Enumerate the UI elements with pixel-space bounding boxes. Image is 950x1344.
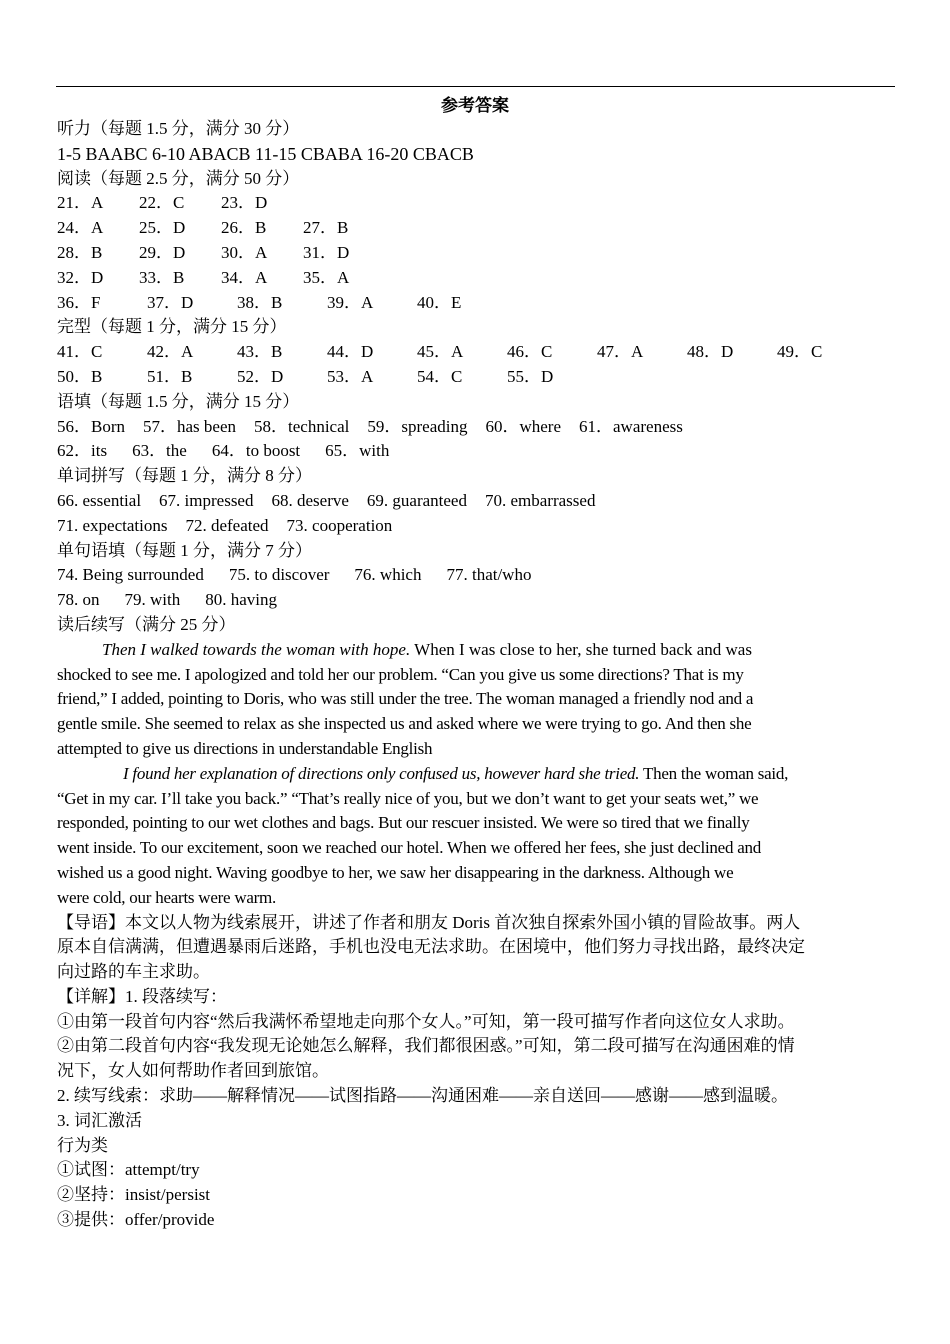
answer-item: 52．D xyxy=(237,366,284,386)
detail-line: 行为类 xyxy=(57,1135,108,1155)
para1-first-sentence: Then I walked towards the woman with hope. xyxy=(102,639,411,659)
essay-line: were cold, our hearts were warm. xyxy=(57,887,277,907)
answer-item: 25．D xyxy=(139,218,186,238)
answer-item: 64．to boost xyxy=(211,441,301,461)
essay-line: wished us a good night. Waving goodbye to her, we saw her disappearing in the darkness. Although we xyxy=(57,862,734,882)
answer-item: 72. defeated xyxy=(185,515,269,535)
answer-item: 50．B xyxy=(57,366,103,386)
guide-line: 向过路的车主求助。 xyxy=(57,962,210,982)
answer-item: 43．B xyxy=(237,342,283,362)
answer-item: 31．D xyxy=(303,242,350,262)
listening-header: 听力（每题 1.5 分，满分 30 分） xyxy=(57,119,300,138)
answer-item: 22．C xyxy=(139,193,185,213)
spelling-row xyxy=(57,489,897,514)
answer-item: 58．technical xyxy=(254,416,350,436)
reading-row xyxy=(57,216,897,241)
spelling-row xyxy=(57,514,897,539)
cloze-row xyxy=(57,365,897,390)
reading-row xyxy=(57,241,897,266)
detail-line: ②由第二段首句内容“我发现无论她怎么解释，我们都很困惑。”可知，第二段可描写在沟通困难的情 xyxy=(57,1036,795,1056)
answer-item: 49．C xyxy=(777,342,823,362)
listening-answers: 1-5 BAABC 6-10 ABACB 11-15 CBABA 16-20 CBACB xyxy=(57,143,474,164)
answer-item: 56．Born xyxy=(57,416,125,436)
answer-item: 28．B xyxy=(57,242,103,262)
detail-line: 况下，女人如何帮助作者回到旅馆。 xyxy=(57,1061,329,1081)
essay-line: friend,” I added, pointing to Doris, who was still under the tree. The woman managed a friendly nod and a xyxy=(57,689,754,709)
vocab-item: ②坚持：insist/persist xyxy=(57,1185,211,1205)
answer-item: 59．spreading xyxy=(367,416,468,436)
answer-item: 54．C xyxy=(417,366,463,386)
answer-item: 38．B xyxy=(237,292,283,312)
continuation-header: 读后续写（满分 25 分） xyxy=(57,614,236,634)
answer-item: 21．A xyxy=(57,193,104,213)
essay-line: “Get in my car. I’ll take you back.” “That’s really nice of you, but we don’t want to get your seats wet,” we xyxy=(57,788,759,808)
essay-line: went inside. To our excitement, soon we reached our hotel. When we offered her fees, she just declined and xyxy=(57,838,762,858)
para2-first-sentence: I found her explanation of directions only confused us, however hard she tried. xyxy=(123,763,640,783)
answer-item: 36．F xyxy=(57,292,101,312)
answer-item: 71. expectations xyxy=(57,515,168,535)
answer-item: 60．where xyxy=(485,416,561,436)
vocab-item: ③提供：offer/provide xyxy=(57,1210,215,1230)
grammar-header: 语填（每题 1.5 分，满分 15 分） xyxy=(57,391,300,411)
answer-content xyxy=(57,117,897,1233)
answer-item: 69. guaranteed xyxy=(366,490,467,510)
answer-item: 79. with xyxy=(124,590,181,610)
answer-item: 80. having xyxy=(205,590,278,610)
essay-text: When I was close to her, she turned back and was xyxy=(410,639,752,659)
answer-item: 44．D xyxy=(327,342,374,362)
essay-line: shocked to see me. I apologized and told her our problem. “Can you give us some directions? That is my xyxy=(57,664,744,684)
answer-item: 32．D xyxy=(57,267,104,287)
answer-item: 61．awareness xyxy=(579,416,683,436)
answer-item: 37．D xyxy=(147,292,194,312)
answer-item: 40．E xyxy=(417,292,462,312)
essay-line: attempted to give us directions in understandable English xyxy=(57,738,433,758)
sentence-header: 单句语填（每题 1 分，满分 7 分） xyxy=(57,540,312,560)
guide-line: 【导语】本文以人物为线索展开，讲述了作者和朋友 Doris 首次独自探索外国小镇的冒险故事。两人 xyxy=(57,912,801,932)
essay-line xyxy=(57,638,897,663)
essay-line xyxy=(57,762,897,787)
grammar-row xyxy=(57,439,897,464)
answer-item: 51．B xyxy=(147,366,193,386)
answer-item: 23．D xyxy=(221,193,268,213)
answer-item: 39．A xyxy=(327,292,374,312)
answer-item: 76. which xyxy=(354,565,422,585)
detail-line: 3. 词汇激活 xyxy=(57,1110,142,1130)
sentence-row xyxy=(57,588,897,613)
answer-item: 41．C xyxy=(57,342,103,362)
answer-item: 75. to discover xyxy=(228,565,330,585)
answer-item: 57．has been xyxy=(143,416,237,436)
answer-item: 26．B xyxy=(221,218,267,238)
answer-item: 33．B xyxy=(139,267,185,287)
reading-header: 阅读（每题 2.5 分，满分 50 分） xyxy=(57,168,300,188)
answer-item: 47．A xyxy=(597,342,644,362)
answer-item: 55．D xyxy=(507,366,554,386)
answer-item: 78. on xyxy=(57,590,100,610)
essay-line: gentle smile. She seemed to relax as she inspected us and asked where we were trying to go. And then she xyxy=(57,714,752,734)
answer-item: 48．D xyxy=(687,342,734,362)
sentence-row xyxy=(57,563,897,588)
answer-item: 77. that/who xyxy=(446,565,532,585)
reading-row xyxy=(57,291,897,316)
answer-item: 42．A xyxy=(147,342,194,362)
answer-item: 34．A xyxy=(221,267,268,287)
answer-item: 74. Being surrounded xyxy=(57,565,204,585)
reading-row xyxy=(57,266,897,291)
page-title: 参考答案 xyxy=(441,96,509,115)
answer-item: 67. impressed xyxy=(159,490,254,510)
cloze-header: 完型（每题 1 分，满分 15 分） xyxy=(57,317,287,337)
answer-item: 70. embarrassed xyxy=(484,490,596,510)
top-rule xyxy=(56,86,895,87)
guide-line: 原本自信满满，但遭遇暴雨后迷路，手机也没电无法求助。在困境中，他们努力寻找出路，最终决定 xyxy=(57,937,805,957)
answer-item: 35．A xyxy=(303,267,350,287)
detail-line: 【详解】1. 段落续写： xyxy=(57,986,227,1006)
answer-item: 29．D xyxy=(139,242,186,262)
detail-line: 2. 续写线索：求助——解释情况——试图指路——沟通困难——亲自送回——感谢——感到温暖。 xyxy=(57,1086,788,1106)
reading-row xyxy=(57,191,897,216)
essay-line: responded, pointing to our wet clothes and bags. But our rescuer insisted. We were so tired that we finally xyxy=(57,813,750,833)
spelling-header: 单词拼写（每题 1 分，满分 8 分） xyxy=(57,466,312,486)
answer-item: 30．A xyxy=(221,242,268,262)
answer-item: 65．with xyxy=(325,441,390,461)
grammar-row xyxy=(57,415,897,440)
answer-item: 73. cooperation xyxy=(286,515,393,535)
answer-item: 24．A xyxy=(57,218,104,238)
answer-item: 66. essential xyxy=(57,490,142,510)
essay-text: Then the woman said, xyxy=(639,763,789,783)
answer-item: 68. deserve xyxy=(271,490,349,510)
answer-item: 46．C xyxy=(507,342,553,362)
answer-item: 53．A xyxy=(327,366,374,386)
cloze-row xyxy=(57,340,897,365)
vocab-item: ①试图：attempt/try xyxy=(57,1160,200,1180)
answer-item: 62．its xyxy=(57,441,108,461)
detail-line: ①由第一段首句内容“然后我满怀希望地走向那个女人。”可知，第一段可描写作者向这位女人求助。 xyxy=(57,1011,795,1031)
answer-item: 45．A xyxy=(417,342,464,362)
answer-item: 63．the xyxy=(132,441,187,461)
answer-item: 27．B xyxy=(303,218,349,238)
